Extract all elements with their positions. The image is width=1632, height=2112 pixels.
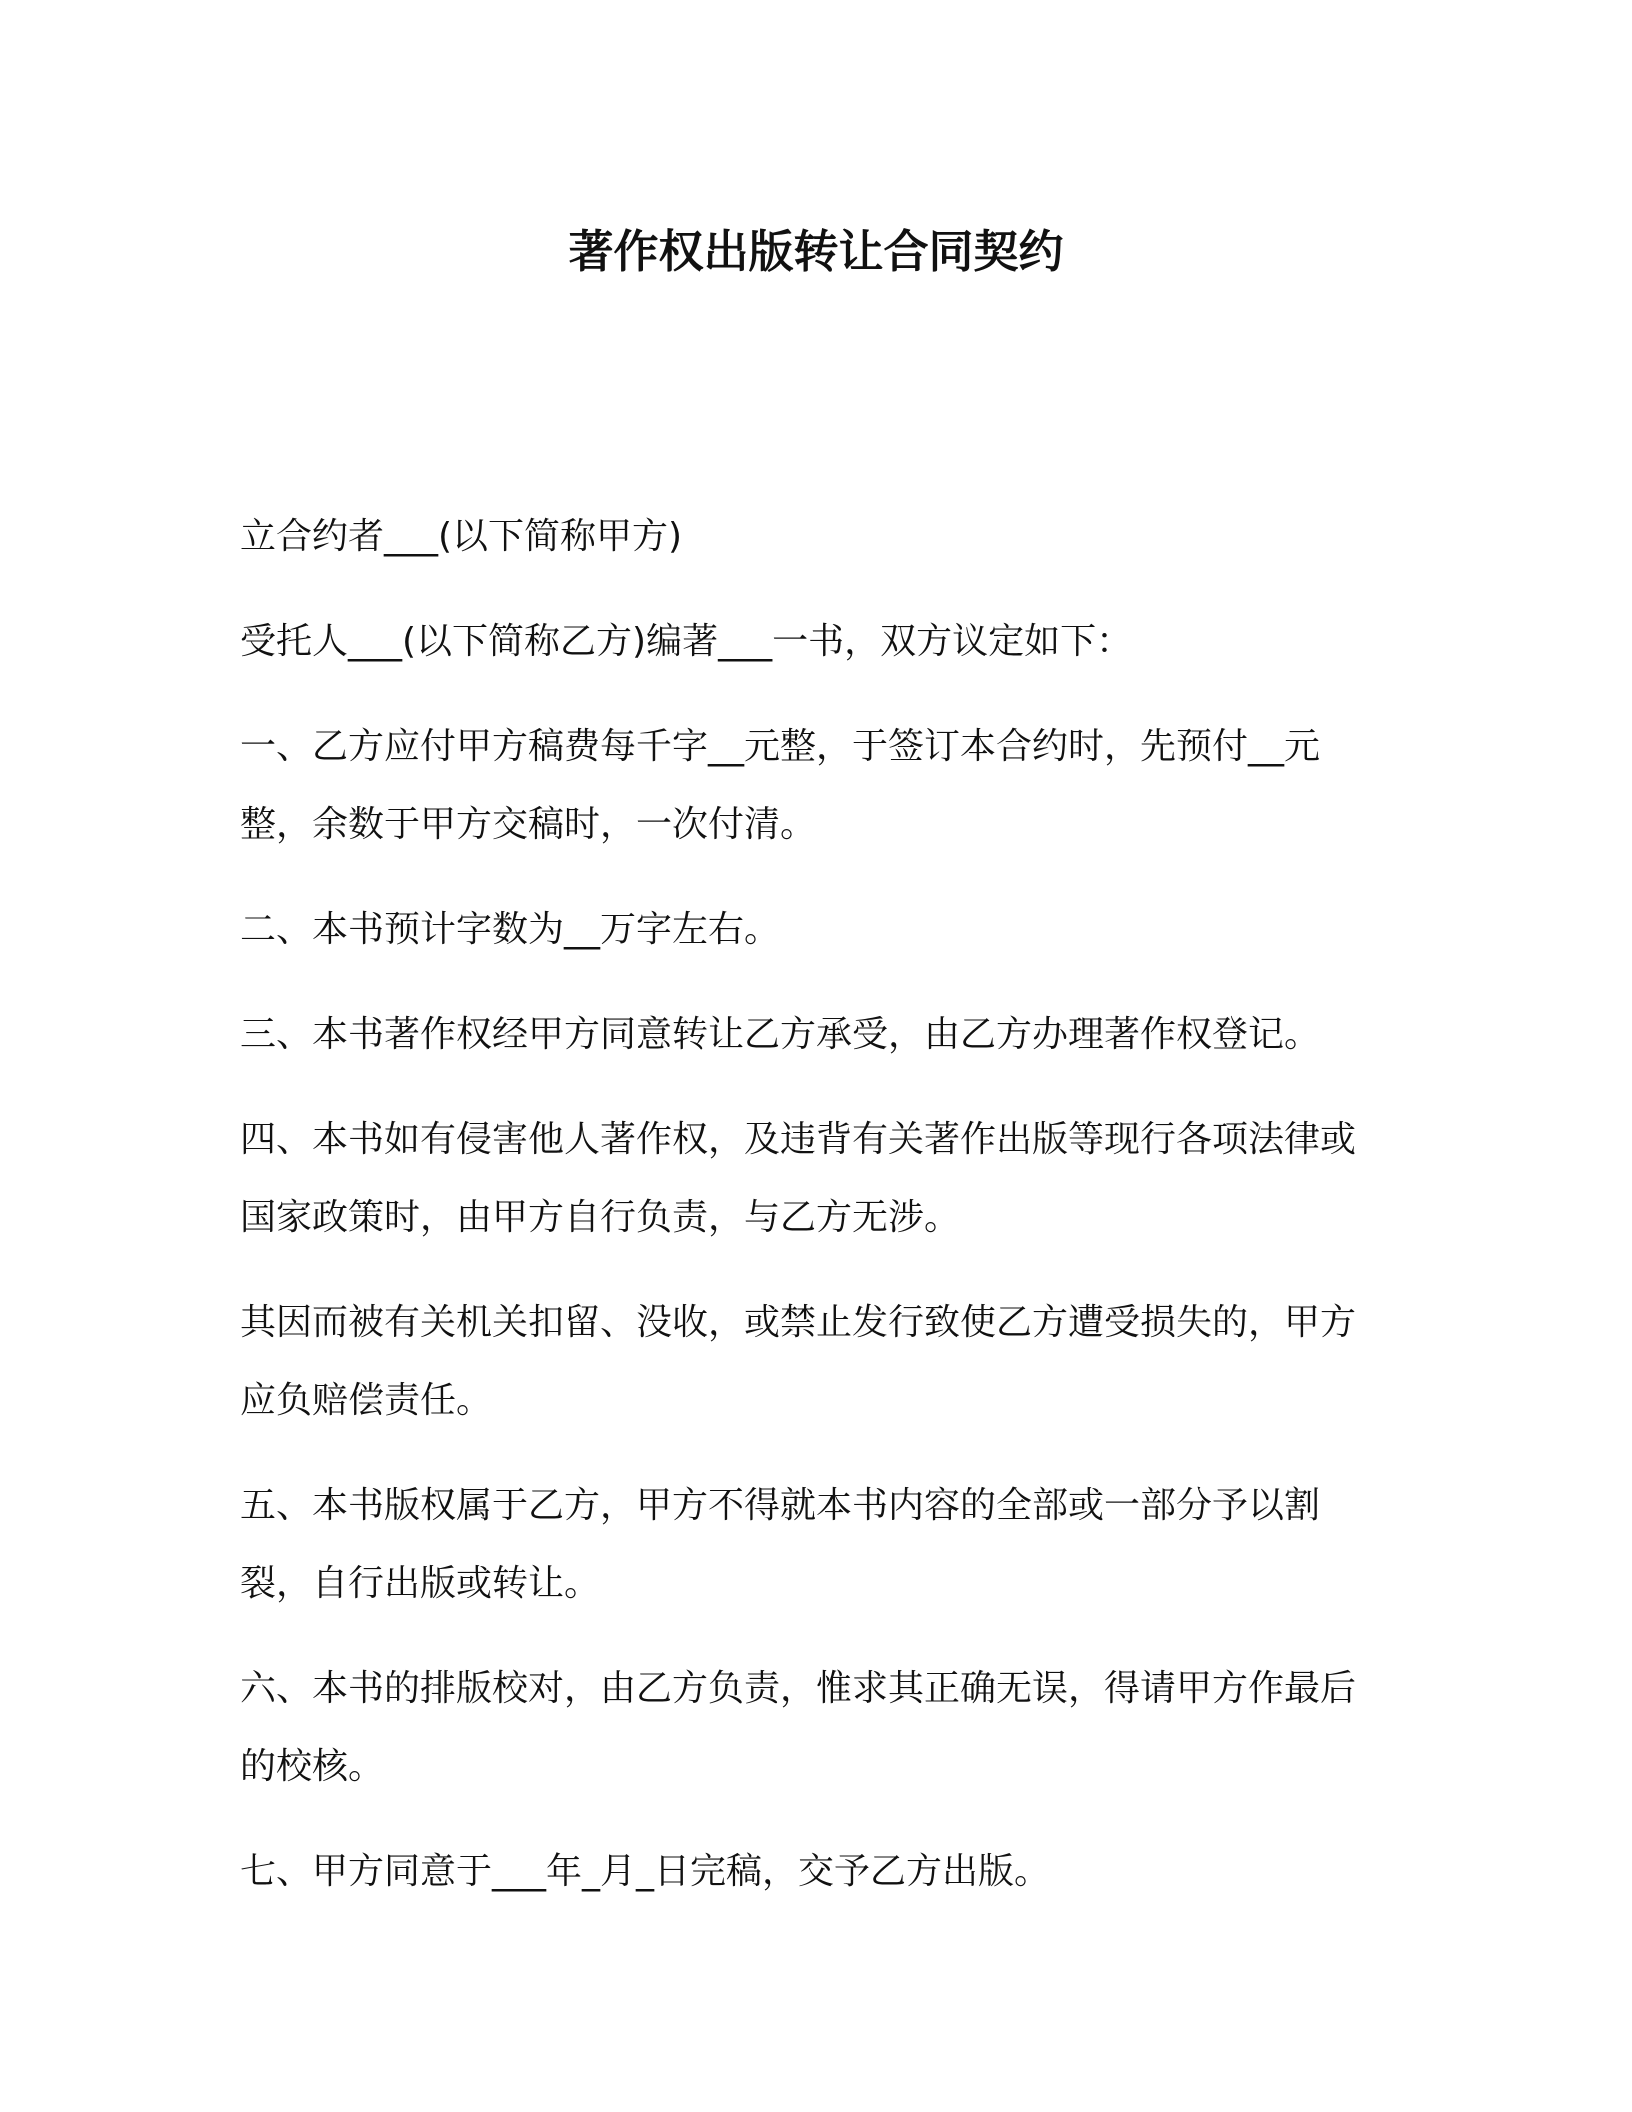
clause-3: 三、本书著作权经甲方同意转让乙方承受，由乙方办理著作权登记。 (240, 1014, 1321, 1055)
document-title: 著作权出版转让合同契约 (568, 225, 1064, 278)
clause-4-continued: 其因而被有关机关扣留、没收，或禁止发行致使乙方遭受损失的，甲方应负赔偿责任。 (240, 1302, 1357, 1421)
party-b-line: 受托人___(以下简称乙方)编著___一书，双方议定如下： (240, 621, 1133, 662)
clause-2: 二、本书预计字数为__万字左右。 (240, 909, 781, 950)
clause-1: 一、乙方应付甲方稿费每千字__元整，于签订本合约时，先预付__元整，余数于甲方交稿时，一次付清。 (240, 726, 1321, 845)
clause-6: 六、本书的排版校对，由乙方负责，惟求其正确无误，得请甲方作最后的校核。 (240, 1668, 1357, 1787)
clause-5: 五、本书版权属于乙方，甲方不得就本书内容的全部或一部分予以割裂，自行出版或转让。 (240, 1485, 1321, 1604)
clause-4: 四、本书如有侵害他人著作权，及违背有关著作出版等现行各项法律或国家政策时，由甲方自行负责，与乙方无涉。 (240, 1119, 1357, 1238)
document-body (240, 498, 1380, 1938)
party-a-line: 立合约者___(以下简称甲方) (240, 516, 683, 557)
clause-7: 七、甲方同意于___年_月_日完稿，交予乙方出版。 (240, 1851, 1051, 1892)
